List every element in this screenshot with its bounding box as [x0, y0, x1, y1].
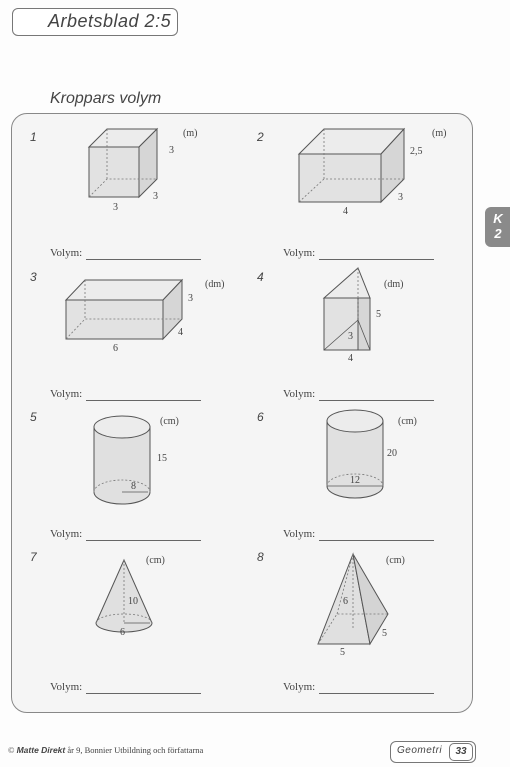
problem-3-depth-label: 4 [178, 327, 183, 338]
problem-8-height-label: 6 [343, 596, 348, 607]
problem-8-unit: (cm) [386, 555, 405, 566]
problem-3-number: 3 [30, 270, 37, 284]
problem-6-cylinder [325, 408, 385, 500]
problem-1-number: 1 [30, 130, 37, 144]
problem-6-height-label: 20 [387, 448, 397, 459]
problem-8-volym-label: Volym: [283, 681, 316, 693]
problem-1-depth-label: 3 [153, 191, 158, 202]
problem-3-volym-label: Volym: [50, 388, 83, 400]
problem-4-tri-height-label: 3 [348, 331, 353, 342]
problem-3-height-label: 3 [188, 293, 193, 304]
problem-5-unit: (cm) [160, 416, 179, 427]
chapter-tab-letter: K [493, 211, 503, 226]
footer-chapter: Geometri [397, 745, 443, 756]
problem-8-number: 8 [257, 550, 264, 564]
problem-4-number: 4 [257, 270, 264, 284]
problem-2-cuboid [296, 127, 406, 205]
problem-2-height-label: 2,5 [410, 146, 423, 157]
problem-1-volym-label: Volym: [50, 247, 83, 259]
problem-4-height-label: 5 [376, 309, 381, 320]
problem-5-volym-label: Volym: [50, 528, 83, 540]
problem-8-answer-line[interactable] [319, 693, 434, 694]
problem-7-number: 7 [30, 550, 37, 564]
problem-6-unit: (cm) [398, 416, 417, 427]
section-title: Kroppars volym [50, 90, 162, 107]
problem-2-unit: (m) [432, 128, 447, 139]
problem-7-volym-label: Volym: [50, 681, 83, 693]
problem-1-unit: (m) [183, 128, 198, 139]
problem-3-width-label: 6 [113, 343, 118, 354]
problem-1-width-label: 3 [113, 202, 118, 213]
problem-4-unit: (dm) [384, 279, 404, 290]
problem-5-radius-label: 8 [131, 481, 136, 492]
problem-5-height-label: 15 [157, 453, 167, 464]
problem-5-cylinder [92, 414, 152, 506]
problem-4-volym-label: Volym: [283, 388, 316, 400]
problem-4-answer-line[interactable] [319, 400, 434, 401]
chapter-tab [485, 207, 510, 247]
problem-6-number: 6 [257, 410, 264, 424]
problem-2-volym-label: Volym: [283, 247, 316, 259]
problem-6-volym-label: Volym: [283, 528, 316, 540]
problem-7-height-label: 10 [128, 596, 138, 607]
problem-3-unit: (dm) [205, 279, 225, 290]
copyright-symbol: © [8, 745, 15, 755]
problem-8-side2-label: 5 [340, 647, 345, 658]
problem-1-height-label: 3 [169, 145, 174, 156]
worksheet-title: Arbetsblad 2:5 [48, 11, 172, 31]
footer-credit-text: år 9, Bonnier Utbildning och författarna [67, 745, 204, 755]
problem-5-answer-line[interactable] [86, 540, 201, 541]
problem-7-radius-label: 6 [120, 627, 125, 638]
problem-6-diameter-label: 12 [350, 475, 360, 486]
problem-3-cuboid [63, 278, 185, 343]
problem-8-side1-label: 5 [382, 628, 387, 639]
problem-7-answer-line[interactable] [86, 693, 201, 694]
problem-6-answer-line[interactable] [319, 540, 434, 541]
page-number: 33 [449, 743, 473, 761]
problem-2-depth-label: 3 [398, 192, 403, 203]
problem-1-answer-line[interactable] [86, 259, 201, 260]
footer-book-title: Matte Direkt [16, 745, 66, 755]
problem-5-number: 5 [30, 410, 37, 424]
problem-2-width-label: 4 [343, 206, 348, 217]
problem-7-unit: (cm) [146, 555, 165, 566]
problem-2-answer-line[interactable] [319, 259, 434, 260]
problem-2-number: 2 [257, 130, 264, 144]
problem-4-base-label: 4 [348, 353, 353, 364]
footer-credit [8, 745, 203, 755]
chapter-tab-number: 2 [494, 226, 502, 241]
problem-3-answer-line[interactable] [86, 400, 201, 401]
